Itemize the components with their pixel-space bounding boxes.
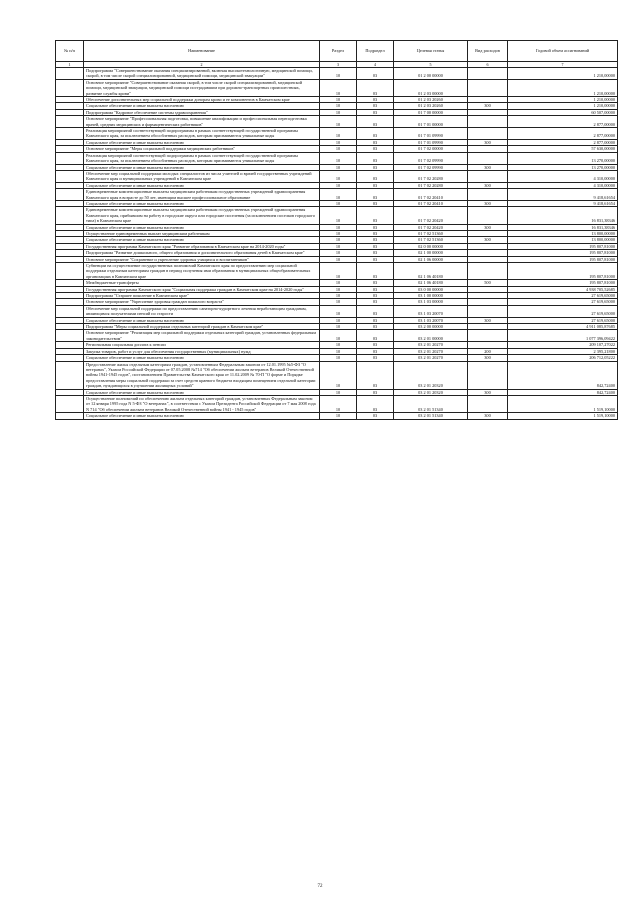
- row-amount: 9 418,61654: [508, 200, 618, 206]
- row-podrazdel: 03: [357, 182, 394, 188]
- row-podrazdel: 03: [357, 146, 394, 152]
- row-amount: 2 395,21800: [508, 348, 618, 354]
- row-number: [56, 68, 84, 80]
- row-amount: 1 210,00000: [508, 97, 618, 103]
- row-amount: 27 619,65000: [508, 317, 618, 323]
- header-expense-type: Вид расходов: [468, 41, 508, 62]
- row-expense-type: [468, 189, 508, 201]
- row-target-article: 01 7 02 20280: [394, 170, 468, 182]
- table-row: [56, 330, 618, 342]
- row-expense-type: [468, 263, 508, 280]
- budget-table-sheet: [55, 40, 617, 420]
- header-name: Наименование: [84, 41, 320, 62]
- table-row: [56, 305, 618, 317]
- row-amount: 13 270,00000: [508, 164, 618, 170]
- row-razdel: 10: [320, 293, 357, 299]
- row-amount: 195 807,81000: [508, 243, 618, 249]
- row-target-article: 03 2 01 20270: [394, 342, 468, 348]
- row-amount: 4 310,00000: [508, 170, 618, 182]
- row-expense-type: 200: [468, 348, 508, 354]
- row-podrazdel: 03: [357, 139, 394, 145]
- row-name: Социальное обеспечение и иные выплаты населению: [84, 200, 320, 206]
- row-razdel: 10: [320, 413, 357, 419]
- row-podrazdel: 03: [357, 305, 394, 317]
- row-name: Обеспечение дополнительных мер социальной поддержки донорам крови и ее компонентов в Камчатском крае: [84, 97, 320, 103]
- row-name: Социальное обеспечение и иные выплаты населению: [84, 164, 320, 170]
- row-razdel: 10: [320, 109, 357, 115]
- row-podrazdel: 03: [357, 170, 394, 182]
- row-target-article: 02 1 06 40180: [394, 280, 468, 286]
- row-target-article: 01 7 01 00000: [394, 116, 468, 128]
- row-name: Социальное обеспечение и иные выплаты населению: [84, 237, 320, 243]
- row-target-article: 03 1 03 20070: [394, 317, 468, 323]
- row-target-article: 01 7 02 20280: [394, 182, 468, 188]
- row-razdel: 10: [320, 263, 357, 280]
- row-name: Межбюджетные трансферты: [84, 280, 320, 286]
- row-target-article: 01 2 03 20260: [394, 97, 468, 103]
- table-row: [56, 79, 618, 96]
- row-podrazdel: 03: [357, 128, 394, 140]
- row-name: Осуществление полномочий по обеспечению жильем отдельных категорий граждан, установленных Федеральным законом от 12 января 1995 года N 5-ФЗ "О ветеранах", в соответствии с Указом Президента Российской Федерации от 7 мая 2008 года N 714 "Об обеспечении жильем ветеранов Великой Отечественной войны 1941 - 1945 годов": [84, 395, 320, 412]
- row-name: Обеспечение мер социальной поддержки молодых специалистов из числа учителей и врачей государственных учреждений Камчатского края и муниципальных учреждений в Камчатском крае: [84, 170, 320, 182]
- row-amount: 195 807,81000: [508, 263, 618, 280]
- row-amount: 4 938 705,52685: [508, 286, 618, 292]
- column-number: 7: [508, 62, 618, 68]
- row-amount: 1 519,10000: [508, 395, 618, 412]
- row-podrazdel: 03: [357, 280, 394, 286]
- row-number: [56, 207, 84, 224]
- row-razdel: 10: [320, 348, 357, 354]
- row-name: Осуществление единовременных выплат медицинским работникам: [84, 230, 320, 236]
- row-name: Субвенции на осуществление государственных полномочий Камчатского края по предоставлению мер социальной поддержки отдельным категориям граждан в период получения ими образования в муниципальных общеобразовательных организациях в Камчатском крае: [84, 263, 320, 280]
- column-number: 4: [357, 62, 394, 68]
- row-razdel: 10: [320, 152, 357, 164]
- row-name: Подпрограмма "Кадровое обеспечение системы здравоохранения": [84, 109, 320, 115]
- row-name: Социальное обеспечение и иные выплаты населению: [84, 224, 320, 230]
- row-name: Основное мероприятие "Профессиональная подготовка, повышение квалификации и профессиональная переподготовка врачей, средних медицинских и фармацевтических работников": [84, 116, 320, 128]
- row-podrazdel: 03: [357, 97, 394, 103]
- row-razdel: 10: [320, 224, 357, 230]
- row-name: Социальное обеспечение и иные выплаты населению: [84, 103, 320, 109]
- row-number: [56, 361, 84, 389]
- row-target-article: 01 7 02 09990: [394, 164, 468, 170]
- row-target-article: 03 1 03 00000: [394, 299, 468, 305]
- row-name: Основное мероприятие "Меры социальной поддержки медицинских работников": [84, 146, 320, 152]
- row-number: [56, 116, 84, 128]
- row-name: Реализация мероприятий соответствующей подпрограммы в рамках соответствующей государственной программы Камчатского края, за исключением обособленных расходов, которым присваиваются уникальные коды: [84, 128, 320, 140]
- column-number: 3: [320, 62, 357, 68]
- row-expense-type: 300: [468, 237, 508, 243]
- row-podrazdel: 03: [357, 324, 394, 330]
- row-amount: 13 800,00000: [508, 237, 618, 243]
- row-razdel: 10: [320, 97, 357, 103]
- row-expense-type: 300: [468, 164, 508, 170]
- row-target-article: 02 1 06 00000: [394, 256, 468, 262]
- row-amount: 842,72400: [508, 361, 618, 389]
- row-target-article: 02 1 00 00000: [394, 250, 468, 256]
- page-number: 72: [317, 884, 323, 889]
- table-row: [56, 413, 618, 419]
- row-name: Государственная программа Камчатского края "Социальная поддержка граждан в Камчатском крае на 2014-2020 годы": [84, 286, 320, 292]
- row-podrazdel: 03: [357, 189, 394, 201]
- row-razdel: 10: [320, 128, 357, 140]
- row-name: Подпрограмма "Совершенствование оказания специализированной, включая высокотехнологичную, медицинской помощи, скорой, в том числе скорой специализированной, медицинской помощи, медицинской эвакуации": [84, 68, 320, 80]
- row-razdel: 10: [320, 256, 357, 262]
- row-amount: 1 519,10000: [508, 413, 618, 419]
- row-amount: 4 911 085,87685: [508, 324, 618, 330]
- row-amount: 27 619,65000: [508, 305, 618, 317]
- row-razdel: 10: [320, 237, 357, 243]
- table-header: [56, 41, 618, 68]
- row-expense-type: [468, 68, 508, 80]
- row-amount: 27 619,65000: [508, 293, 618, 299]
- row-razdel: 10: [320, 230, 357, 236]
- row-number: [56, 413, 84, 419]
- row-target-article: 01 7 02 20420: [394, 207, 468, 224]
- row-expense-type: [468, 79, 508, 96]
- row-razdel: 10: [320, 330, 357, 342]
- row-podrazdel: 03: [357, 237, 394, 243]
- row-podrazdel: 03: [357, 164, 394, 170]
- row-expense-type: 300: [468, 389, 508, 395]
- row-amount: 2 877,00000: [508, 116, 618, 128]
- row-amount: 13 800,00000: [508, 230, 618, 236]
- row-target-article: 03 2 01 51340: [394, 395, 468, 412]
- row-number: [56, 170, 84, 182]
- row-name: Предоставление жилья отдельным категориям граждан, установленным Федеральным законом от 12.01.1995 №5-ФЗ "О ветеранах", Указом Российской Федерации от 07.05.2008 №714 "Об обеспечении жильем ветеранов Великой Отечественной войны 1941-1945 годов", постановлением Правительства Камчатского края от 11.02.2009 № 70-П "О форме и Порядке предоставления меры социальной поддержки за счет средств краевого бюджета входящим помещением отдельной категории граждан, нуждающихся в улучшении жилищных условий": [84, 361, 320, 389]
- row-name: Основное мероприятие "Реализация мер социальной поддержки отдельных категорий граждан, установленных федеральным законодательством": [84, 330, 320, 342]
- row-expense-type: 300: [468, 103, 508, 109]
- row-razdel: 10: [320, 342, 357, 348]
- row-target-article: 01 7 01 09990: [394, 139, 468, 145]
- row-name: Социальное обеспечение и иные выплаты населению: [84, 139, 320, 145]
- row-name: Подпрограмма "Меры социальной поддержки отдельных категорий граждан в Камчатском крае": [84, 324, 320, 330]
- row-razdel: 10: [320, 305, 357, 317]
- row-razdel: 10: [320, 182, 357, 188]
- row-razdel: 10: [320, 317, 357, 323]
- header-num: № п/п: [56, 41, 84, 62]
- row-amount: 57 630,00000: [508, 146, 618, 152]
- table-row: [56, 170, 618, 182]
- row-target-article: 01 7 01 09990: [394, 128, 468, 140]
- row-target-article: 01 7 02 20410: [394, 200, 468, 206]
- column-number: 2: [84, 62, 320, 68]
- row-podrazdel: 03: [357, 330, 394, 342]
- row-target-article: 02 1 06 40180: [394, 263, 468, 280]
- table-body: [56, 68, 618, 420]
- row-amount: 209 107,27022: [508, 342, 618, 348]
- row-target-article: 03 2 01 20270: [394, 355, 468, 361]
- row-expense-type: 300: [468, 200, 508, 206]
- row-name: Региональная социальная доплата к пенсии: [84, 342, 320, 348]
- row-podrazdel: 03: [357, 256, 394, 262]
- row-razdel: 10: [320, 146, 357, 152]
- header-annual-amount: Годовой объем ассигнований: [508, 41, 618, 62]
- row-target-article: 03 2 01 51340: [394, 413, 468, 419]
- row-name: Единовременные компенсационные выплаты медицинским работникам государственных учреждений здравоохранения Камчатского края в возрасте до 50 лет, имеющим высшее профессиональное образование: [84, 189, 320, 201]
- row-podrazdel: 03: [357, 68, 394, 80]
- row-number: [56, 395, 84, 412]
- row-name: Единовременные компенсационные выплаты медицинским работникам государственных учреждений здравоохранения Камчатского края, прибывшим на работу в городские округа или городские поселения (за исключением поселков городского типа) в Камчатском крае: [84, 207, 320, 224]
- row-amount: 195 807,81000: [508, 256, 618, 262]
- row-name: Социальное обеспечение и иные выплаты населению: [84, 355, 320, 361]
- row-amount: 1 210,00000: [508, 79, 618, 96]
- row-amount: 9 418,61654: [508, 189, 618, 201]
- row-target-article: 03 0 00 00000: [394, 286, 468, 292]
- row-podrazdel: 03: [357, 355, 394, 361]
- row-target-article: 01 2 03 20260: [394, 103, 468, 109]
- row-razdel: 10: [320, 116, 357, 128]
- row-razdel: 10: [320, 395, 357, 412]
- row-podrazdel: 03: [357, 342, 394, 348]
- row-number: [56, 330, 84, 342]
- row-podrazdel: 03: [357, 79, 394, 96]
- row-razdel: 10: [320, 170, 357, 182]
- row-expense-type: 500: [468, 280, 508, 286]
- row-podrazdel: 03: [357, 116, 394, 128]
- row-podrazdel: 03: [357, 263, 394, 280]
- row-expense-type: [468, 330, 508, 342]
- row-number: [56, 263, 84, 280]
- row-podrazdel: 03: [357, 224, 394, 230]
- header-razdel: Раздел: [320, 41, 357, 62]
- row-name: Основное мероприятие "Сохранение и укрепление здоровья учащихся и воспитанников": [84, 256, 320, 262]
- row-amount: 195 807,81000: [508, 280, 618, 286]
- row-amount: 2 877,00000: [508, 139, 618, 145]
- row-podrazdel: 03: [357, 286, 394, 292]
- row-amount: 16 831,38346: [508, 224, 618, 230]
- row-target-article: 03 1 00 00000: [394, 293, 468, 299]
- row-podrazdel: 03: [357, 389, 394, 395]
- row-target-article: 03 2 01 20270: [394, 348, 468, 354]
- row-name: Реализация мероприятий соответствующей подпрограммы в рамках соответствующей государственной программы Камчатского края, за исключением обособленных расходов, которым присваиваются уникальные коды: [84, 152, 320, 164]
- row-target-article: 01 7 02 09990: [394, 152, 468, 164]
- row-expense-type: 300: [468, 355, 508, 361]
- row-razdel: 10: [320, 324, 357, 330]
- table-row: [56, 263, 618, 280]
- row-podrazdel: 03: [357, 293, 394, 299]
- row-razdel: 10: [320, 389, 357, 395]
- row-expense-type: 300: [468, 182, 508, 188]
- row-number: [56, 152, 84, 164]
- row-name: Закупка товаров, работ и услуг для обеспечения государственных (муниципальных) нужд: [84, 348, 320, 354]
- row-razdel: 10: [320, 207, 357, 224]
- row-expense-type: 300: [468, 139, 508, 145]
- row-razdel: 10: [320, 243, 357, 249]
- row-expense-type: [468, 116, 508, 128]
- row-name: Подпрограмма "Старшее поколение в Камчатском крае": [84, 293, 320, 299]
- row-razdel: 10: [320, 355, 357, 361]
- row-podrazdel: 03: [357, 207, 394, 224]
- row-razdel: 10: [320, 361, 357, 389]
- row-razdel: 10: [320, 299, 357, 305]
- row-name: Социальное обеспечение и иные выплаты населению: [84, 389, 320, 395]
- row-razdel: 10: [320, 189, 357, 201]
- row-amount: 1 210,00000: [508, 68, 618, 80]
- row-expense-type: [468, 395, 508, 412]
- table-row: [56, 116, 618, 128]
- row-razdel: 10: [320, 79, 357, 96]
- row-amount: 1 077 396,09422: [508, 330, 618, 342]
- header-podrazdel: Подраздел: [357, 41, 394, 62]
- row-podrazdel: 03: [357, 299, 394, 305]
- row-amount: 27 619,65000: [508, 299, 618, 305]
- row-name: Основное мероприятие "Совершенствование оказания скорой, в том числе скорой специализированной, медицинской помощи, медицинской эвакуации, медицинской помощи пострадавшим при дорожно-транспортных происшествиях, развитие службы крови": [84, 79, 320, 96]
- row-target-article: 03 2 00 00000: [394, 324, 468, 330]
- row-expense-type: 300: [468, 224, 508, 230]
- table-row: [56, 128, 618, 140]
- row-podrazdel: 03: [357, 152, 394, 164]
- row-name: Социальное обеспечение и иные выплаты населению: [84, 317, 320, 323]
- column-number: 6: [468, 62, 508, 68]
- row-expense-type: [468, 305, 508, 317]
- row-podrazdel: 03: [357, 395, 394, 412]
- row-razdel: 10: [320, 200, 357, 206]
- row-podrazdel: 03: [357, 250, 394, 256]
- row-razdel: 10: [320, 139, 357, 145]
- row-amount: 60 507,00000: [508, 109, 618, 115]
- row-expense-type: [468, 170, 508, 182]
- row-amount: 842,72400: [508, 389, 618, 395]
- row-expense-type: 300: [468, 317, 508, 323]
- row-expense-type: [468, 152, 508, 164]
- row-podrazdel: 03: [357, 413, 394, 419]
- table-row: [56, 207, 618, 224]
- row-podrazdel: 03: [357, 103, 394, 109]
- row-target-article: 01 7 02 20410: [394, 189, 468, 201]
- row-amount: 16 831,38346: [508, 207, 618, 224]
- row-podrazdel: 03: [357, 230, 394, 236]
- row-amount: 4 310,00000: [508, 182, 618, 188]
- table-row: [56, 361, 618, 389]
- row-amount: 195 807,81000: [508, 250, 618, 256]
- row-target-article: 01 7 02 51360: [394, 237, 468, 243]
- row-podrazdel: 03: [357, 361, 394, 389]
- budget-table: [55, 40, 618, 420]
- row-number: [56, 128, 84, 140]
- row-target-article: 03 2 01 20320: [394, 389, 468, 395]
- row-razdel: 10: [320, 103, 357, 109]
- row-amount: 206 712,05222: [508, 355, 618, 361]
- table-row: [56, 152, 618, 164]
- row-name: Государственная программа Камчатского края "Развитие образования в Камчатском крае на 2014-2020 годы": [84, 243, 320, 249]
- row-target-article: 01 7 02 51360: [394, 230, 468, 236]
- row-name: Социальное обеспечение и иные выплаты населению: [84, 182, 320, 188]
- row-target-article: 01 2 00 00000: [394, 68, 468, 80]
- row-target-article: 03 1 03 20070: [394, 305, 468, 317]
- row-amount: 2 877,00000: [508, 128, 618, 140]
- row-expense-type: [468, 207, 508, 224]
- column-number: 1: [56, 62, 84, 68]
- row-number: [56, 305, 84, 317]
- row-razdel: 10: [320, 164, 357, 170]
- row-target-article: 01 2 03 00000: [394, 79, 468, 96]
- row-name: Основное мероприятие "Укрепление здоровья граждан пожилого возраста": [84, 299, 320, 305]
- table-row: [56, 68, 618, 80]
- row-target-article: 01 7 02 00000: [394, 146, 468, 152]
- row-target-article: 01 7 02 20420: [394, 224, 468, 230]
- row-podrazdel: 03: [357, 317, 394, 323]
- table-row: [56, 189, 618, 201]
- row-number: [56, 189, 84, 201]
- row-razdel: 10: [320, 250, 357, 256]
- table-row: [56, 395, 618, 412]
- row-razdel: 10: [320, 68, 357, 80]
- row-name: Социальное обеспечение и иные выплаты населению: [84, 413, 320, 419]
- row-podrazdel: 03: [357, 200, 394, 206]
- row-expense-type: [468, 361, 508, 389]
- row-razdel: 10: [320, 286, 357, 292]
- row-number: [56, 79, 84, 96]
- row-podrazdel: 03: [357, 348, 394, 354]
- row-podrazdel: 03: [357, 109, 394, 115]
- row-target-article: 03 2 01 20320: [394, 361, 468, 389]
- row-expense-type: [468, 128, 508, 140]
- column-number: 5: [394, 62, 468, 68]
- row-name: Обеспечение мер социальной поддержки по предоставлению санаторно-курортного лечения неработающим гражданам, являющимся получателями пенсий по старости: [84, 305, 320, 317]
- row-target-article: 01 7 00 00000: [394, 109, 468, 115]
- row-target-article: 03 2 01 00000: [394, 330, 468, 342]
- row-target-article: 02 0 00 00000: [394, 243, 468, 249]
- row-expense-type: 300: [468, 413, 508, 419]
- row-podrazdel: 03: [357, 243, 394, 249]
- row-amount: 1 210,00000: [508, 103, 618, 109]
- row-razdel: 10: [320, 280, 357, 286]
- row-amount: 13 270,00000: [508, 152, 618, 164]
- row-name: Подпрограмма "Развитие дошкольного, общего образования и дополнительного образования детей в Камчатском крае": [84, 250, 320, 256]
- header-target-article: Целевая статья: [394, 41, 468, 62]
